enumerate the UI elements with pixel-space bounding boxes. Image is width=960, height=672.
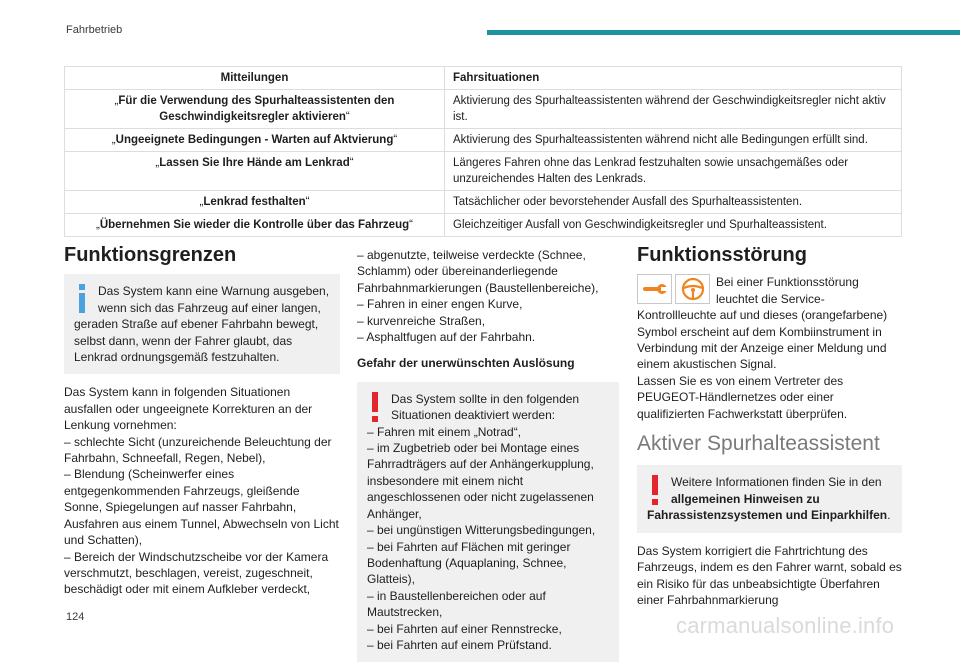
info-note-text: Das System kann eine Warnung ausgeben, wenn sich das Fahrzeug auf einer langen, geraden Straße auf ebener Fahrbahn bewegt, selbst dann, wenn der Fahrer glaubt, das Lenkrad ordnungsgemäß festzuhalten. xyxy=(74,284,330,365)
warning-icon xyxy=(647,475,663,505)
active-note-text: Weitere Informationen finden Sie in den allgemeinen Hinweisen zu Fahrassistenzsystemen und Einparkhilfen. xyxy=(647,475,891,523)
list-item: – Fahren in einer engen Kurve, xyxy=(357,297,523,312)
table-row xyxy=(65,214,902,237)
col-header-situations: Fahrsituationen xyxy=(445,67,902,90)
column-middle xyxy=(357,247,619,672)
limits-intro: Das System kann in folgenden Situationen ausfallen oder ungeeignete Korrekturen an der Lenkung vornehmen: xyxy=(64,385,313,433)
list-item: – bei Fahrten auf einem Prüfstand. xyxy=(367,637,552,652)
active-heading: Aktiver Spurhalteassistent xyxy=(637,432,880,456)
fault-heading: Funktionsstörung xyxy=(637,244,807,266)
wrench-icon xyxy=(637,274,672,304)
list-item: – Blendung (Scheinwerfer eines entgegenkommenden Fahrzeugs, gleißende Sonne, Spiegelungen auf nasser Fahrbahn, Ausfahren aus einem Tunnel, Abwechseln von Licht und Schatten), xyxy=(64,467,339,548)
situation-cell: Tatsächlicher oder bevorstehender Ausfall des Spurhalteassistenten. xyxy=(445,191,902,214)
list-item: – Fahren mit einem „Notrad“, xyxy=(367,424,522,439)
unwanted-heading: Gefahr der unerwünschten Auslösung xyxy=(357,356,575,371)
page-number: 124 xyxy=(66,611,85,623)
situation-cell: Aktivierung des Spurhalteassistenten während nicht alle Bedingungen erfüllt sind. xyxy=(445,129,902,152)
list-item: – Bereich der Windschutzscheibe vor der Kamera verschmutzt, beschlagen, vereist, zugeschneit, beschädigt oder mit einem Aufkleber verdeckt, xyxy=(64,549,329,597)
warning-note-active xyxy=(637,465,902,532)
limits-heading: Funktionsgrenzen xyxy=(64,244,237,266)
table-row xyxy=(65,152,902,191)
table-row xyxy=(65,129,902,152)
active-text: Das System korrigiert die Fahrtrichtung des Fahrzeugs, indem es den Fahrer warnt, sobald es ein Risiko für das unbeabsichtigte Überfahren einer Fahrbahnmarkierung xyxy=(637,543,902,607)
fault-body xyxy=(637,274,902,422)
list-item: – abgenutzte, teilweise verdeckte (Schnee, Schlamm) oder übereinanderliegende Fahrbahnmarkierungen (Baustellenbereiche), xyxy=(357,248,599,295)
warning-icon xyxy=(367,392,383,422)
list-item: – Asphaltfugen auf der Fahrbahn. xyxy=(357,330,536,345)
table-header-row xyxy=(65,67,902,90)
message-cell: „Lenkrad festhalten“ xyxy=(65,191,445,214)
message-cell: „Ungeeignete Bedingungen - Warten auf Aktvierung“ xyxy=(65,129,445,152)
column-left xyxy=(64,244,340,598)
warning-note-intro: Das System sollte in den folgenden Situationen deaktiviert werden: xyxy=(391,391,580,423)
watermark: carmanualsonline.info xyxy=(676,613,895,638)
fault-icons xyxy=(637,274,710,304)
warning-note xyxy=(357,382,619,663)
situation-cell: Aktivierung des Spurhalteassistenten während der Geschwindigkeitsregler nicht aktiv ist. xyxy=(445,90,902,129)
list-item: – kurvenreiche Straßen, xyxy=(357,313,486,328)
list-item: – bei Fahrten auf Flächen mit geringer Bodenhaftung (Aquaplaning, Schnee, Glatteis), xyxy=(367,539,571,587)
active-body xyxy=(637,543,902,609)
messages-table xyxy=(64,66,902,237)
message-cell: „Übernehmen Sie wieder die Kontrolle über das Fahrzeug“ xyxy=(65,214,445,237)
table-row xyxy=(65,191,902,214)
fault-text-2: Lassen Sie es von einem Vertreter des PEUGEOT-Händlernetzes oder einer qualifizierten Fachwerkstatt überprüfen. xyxy=(637,373,848,421)
list-item: – bei Fahrten auf einer Rennstrecke, xyxy=(367,621,562,636)
steering-lane-icon xyxy=(675,274,710,304)
situation-cell: Gleichzeitiger Ausfall von Geschwindigkeitsregler und Spurhalteassistent. xyxy=(445,214,902,237)
fault-text-1: Bei einer Funktionsstörung leuchtet die Service-Kontrollleuchte auf und dieses (orangefarbene) Symbol erscheint auf dem Kombiinstrument in Verbindung mit der Anzeige einer Meldung und einem akustischen Signal. xyxy=(637,275,888,372)
header-accent-bar xyxy=(487,30,960,35)
list-item: – schlechte Sicht (unzureichende Beleuchtung der Fahrbahn, Schneefall, Regen, Nebel), xyxy=(64,434,332,466)
info-note xyxy=(64,274,340,374)
limits-body-cont xyxy=(357,247,619,345)
message-cell: „Für die Verwendung des Spurhalteassistenten den Geschwindigkeitsregler aktivieren“ xyxy=(65,90,445,129)
col-header-messages: Mitteilungen xyxy=(65,67,445,90)
situation-cell: Längeres Fahren ohne das Lenkrad festzuhalten sowie unsachgemäßes oder unzureichendes Halten des Lenkrads. xyxy=(445,152,902,191)
list-item: – in Baustellenbereichen oder auf Mautstrecken, xyxy=(367,588,546,620)
list-item: – im Zugbetrieb oder bei Montage eines Fahrradträgers auf der Anhängerkupplung, insbesondere mit einem nicht angeschlossenen oder nicht zugelassenen Anhänger, xyxy=(367,441,594,521)
list-item: – bei ungünstigen Witterungsbedingungen, xyxy=(367,523,596,538)
table-row xyxy=(65,90,902,129)
section-header: Fahrbetrieb xyxy=(66,24,123,36)
limits-body xyxy=(64,384,340,597)
column-right xyxy=(637,244,902,608)
message-cell: „Lassen Sie Ihre Hände am Lenkrad“ xyxy=(65,152,445,191)
info-icon xyxy=(74,284,90,314)
